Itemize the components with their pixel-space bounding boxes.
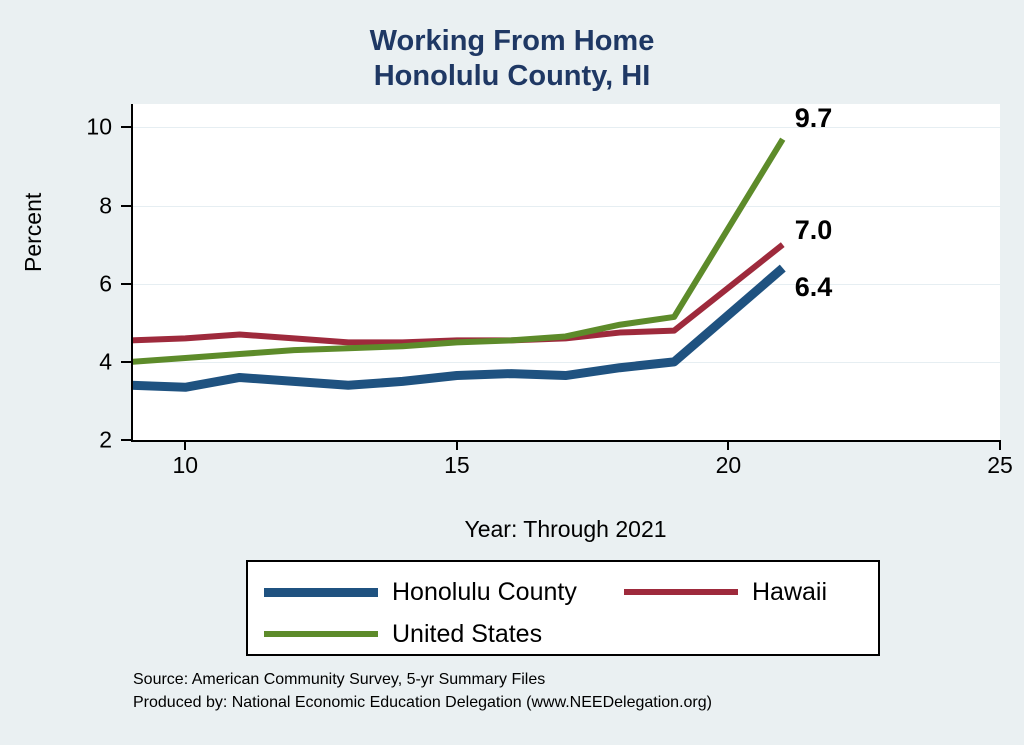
legend-item-hawaii	[624, 572, 827, 612]
legend-label-united-states: United States	[392, 619, 543, 648]
y-axis-line	[131, 104, 133, 440]
x-tick-label: 15	[444, 452, 470, 478]
series-lines	[131, 104, 1000, 440]
legend-item-honolulu-county	[264, 572, 577, 612]
legend-item-united-states	[264, 614, 542, 654]
y-tick	[121, 283, 131, 285]
end-label-honolulu-county: 6.4	[794, 272, 833, 303]
y-tick-label: 4	[99, 348, 112, 375]
x-axis-title: Year: Through 2021	[464, 516, 667, 542]
y-tick	[121, 439, 131, 441]
end-label-united-states: 9.7	[794, 103, 833, 134]
series-line	[131, 268, 783, 387]
x-tick	[184, 440, 186, 450]
chart-title-line-1: Working From Home	[369, 25, 655, 57]
x-tick	[727, 440, 729, 450]
end-label-hawaii: 7.0	[794, 214, 833, 245]
y-tick	[121, 361, 131, 363]
chart-legend	[246, 560, 880, 656]
y-tick-label: 10	[86, 113, 112, 140]
legend-label-hawaii: Hawaii	[752, 577, 828, 606]
footer-producer: Produced by: National Economic Education Delegation (www.NEEDelegation.org)	[133, 694, 712, 712]
y-tick	[121, 205, 131, 207]
y-tick-label: 8	[99, 192, 112, 219]
legend-swatch-honolulu-county	[264, 588, 378, 597]
x-axis-line	[131, 440, 1000, 442]
y-tick	[121, 126, 131, 128]
plot-area	[131, 104, 1000, 440]
legend-label-honolulu-county: Honolulu County	[392, 577, 577, 606]
y-tick-label: 2	[99, 426, 112, 453]
y-tick-label: 6	[99, 270, 112, 297]
legend-swatch-hawaii	[624, 589, 738, 595]
footer-source: Source: American Community Survey, 5-yr Summary Files	[133, 671, 546, 688]
chart-title-line-2: Honolulu County, HI	[373, 60, 651, 93]
legend-swatch-united-states	[264, 631, 378, 637]
x-tick-label: 25	[987, 452, 1013, 478]
x-tick-label: 10	[172, 452, 199, 478]
chart-footer	[133, 668, 712, 714]
chart-title	[0, 24, 1024, 95]
y-axis-title: Percent	[20, 192, 46, 272]
series-line	[131, 139, 783, 362]
x-tick	[999, 440, 1001, 450]
x-tick	[456, 440, 458, 450]
x-tick-label: 20	[715, 452, 742, 478]
